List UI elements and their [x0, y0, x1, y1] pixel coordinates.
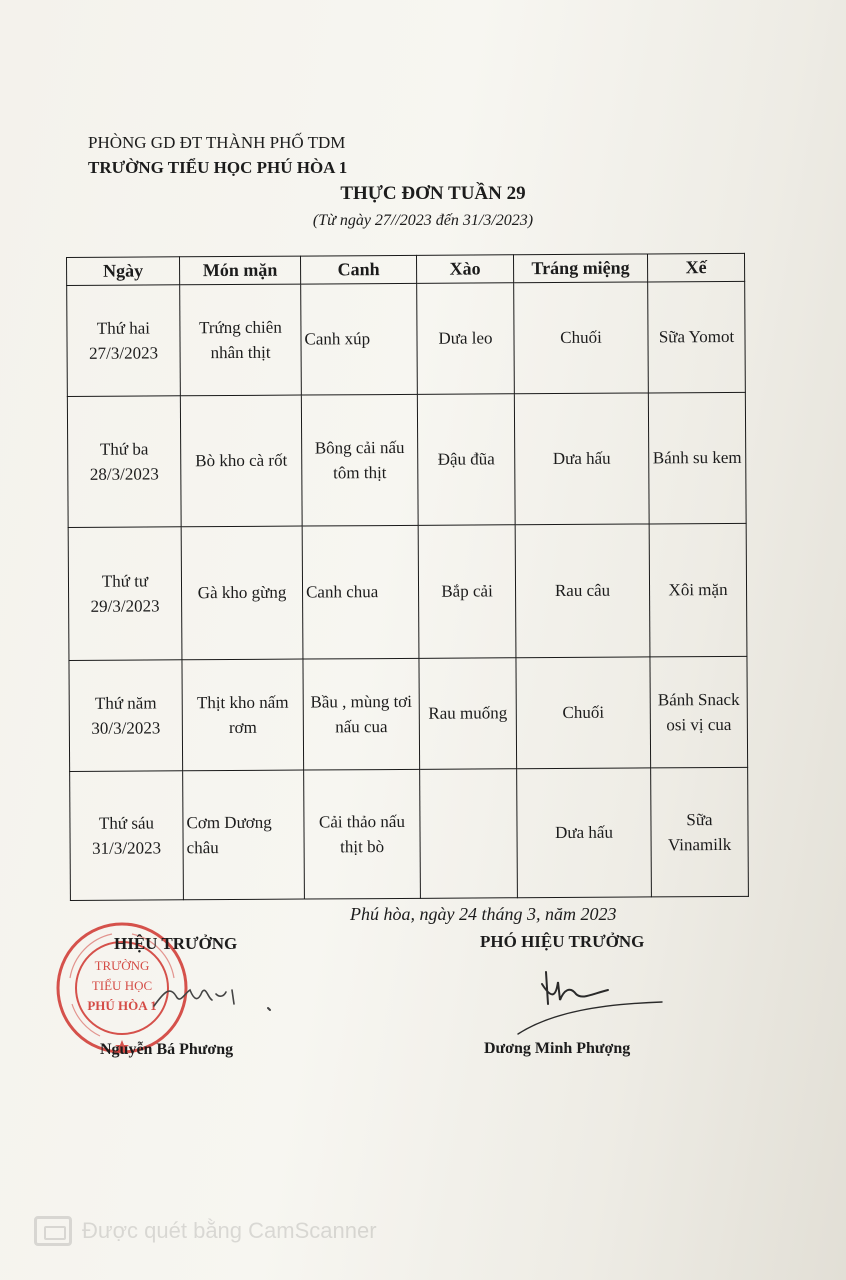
soup-cell: Canh xúp: [301, 283, 418, 395]
day-cell: [69, 660, 183, 772]
soup-cell: Canh chua: [302, 525, 419, 659]
day-cell: [67, 396, 181, 528]
column-header-stirfry: Xào: [416, 255, 513, 284]
column-header-snack: Xế: [647, 253, 744, 282]
day-name: Thứ ba: [99, 439, 149, 459]
dessert-cell: Chuối: [516, 657, 651, 769]
day-cell: [70, 771, 184, 901]
day-name: Thứ năm: [94, 692, 157, 713]
snack-cell: Bánh su kem: [648, 392, 746, 524]
table-row: [67, 281, 746, 396]
vice-principal-title: PHÓ HIỆU TRƯỞNG: [480, 932, 645, 951]
soup-cell: Cải thảo nấu thịt bò: [304, 769, 421, 899]
main-dish-cell: Trứng chiên nhân thịt: [180, 284, 302, 396]
stamp-line-3: PHÚ HÒA 1: [87, 998, 157, 1013]
column-header-main: Món mặn: [180, 256, 301, 285]
soup-cell: Bông cải nấu tôm thịt: [301, 394, 418, 526]
day-name: Thứ tư: [101, 571, 149, 591]
soup-cell: Bầu , mùng tơi nấu cua: [303, 658, 420, 770]
scanner-watermark: [34, 1216, 377, 1246]
main-dish-cell: Cơm Dương châu: [183, 770, 305, 900]
day-date: 31/3/2023: [92, 838, 162, 858]
column-header-day: Ngày: [67, 257, 180, 286]
snack-cell: Sữa Vinamilk: [651, 767, 749, 897]
day-date: 30/3/2023: [91, 718, 161, 738]
stirfry-cell: Đậu đũa: [417, 394, 515, 526]
snack-cell: Sữa Yomot: [648, 281, 746, 393]
dessert-cell: Chuối: [514, 282, 649, 394]
principal-name: Nguyễn Bá Phương: [100, 1041, 234, 1058]
school-name: TRƯỜNG TIỂU HỌC PHÚ HÒA 1: [88, 158, 348, 177]
vice-principal-signature-icon: [512, 960, 672, 1040]
place-date: Phú hòa, ngày 24 tháng 3, năm 2023: [350, 904, 617, 924]
day-date: 28/3/2023: [89, 464, 159, 484]
menu-table: [66, 253, 749, 901]
day-name: Thứ hai: [96, 317, 151, 338]
principal-signature-icon: [150, 972, 280, 1022]
day-cell: [67, 285, 181, 397]
day-date: 27/3/2023: [89, 343, 159, 363]
table-row: [69, 656, 748, 771]
day-cell: [68, 527, 182, 661]
main-dish-cell: Gà kho gừng: [181, 526, 303, 660]
column-header-dessert: Tráng miệng: [513, 254, 647, 283]
stamp-line-2: TIỂU HỌC: [91, 978, 153, 993]
date-range: (Từ ngày 27//2023 đến 31/3/2023): [312, 212, 534, 229]
stirfry-cell: Dưa leo: [417, 283, 515, 395]
table-row: [68, 523, 747, 660]
watermark-text: Được quét bằng CamScanner: [82, 1218, 377, 1243]
stirfry-cell: [420, 769, 518, 899]
table-row: [67, 392, 746, 527]
vice-principal-name: Dương Minh Phượng: [484, 1040, 631, 1057]
table-header-row: [67, 253, 745, 285]
table-row: [70, 767, 749, 900]
day-date: 29/3/2023: [90, 596, 160, 616]
day-name: Thứ sáu: [98, 812, 155, 833]
snack-cell: Bánh Snack osi vị cua: [650, 656, 748, 768]
stirfry-cell: Rau muống: [419, 658, 517, 770]
stamp-line-1: TRƯỜNG: [94, 958, 150, 973]
dessert-cell: Dưa hấu: [517, 768, 652, 898]
dessert-cell: Rau câu: [515, 524, 650, 658]
column-header-soup: Canh: [300, 255, 416, 284]
document-title: THỰC ĐƠN TUẦN 29: [340, 183, 526, 204]
camscanner-icon: [34, 1216, 72, 1246]
dessert-cell: Dưa hấu: [514, 393, 649, 525]
main-dish-cell: Thịt kho nấm rơm: [182, 659, 304, 771]
snack-cell: Xôi mặn: [649, 523, 747, 657]
principal-title: HIỆU TRƯỞNG: [114, 934, 238, 953]
department-name: PHÒNG GD ĐT THÀNH PHỐ TDM: [88, 133, 346, 152]
main-dish-cell: Bò kho cà rốt: [180, 395, 302, 527]
stirfry-cell: Bắp cải: [418, 525, 516, 659]
